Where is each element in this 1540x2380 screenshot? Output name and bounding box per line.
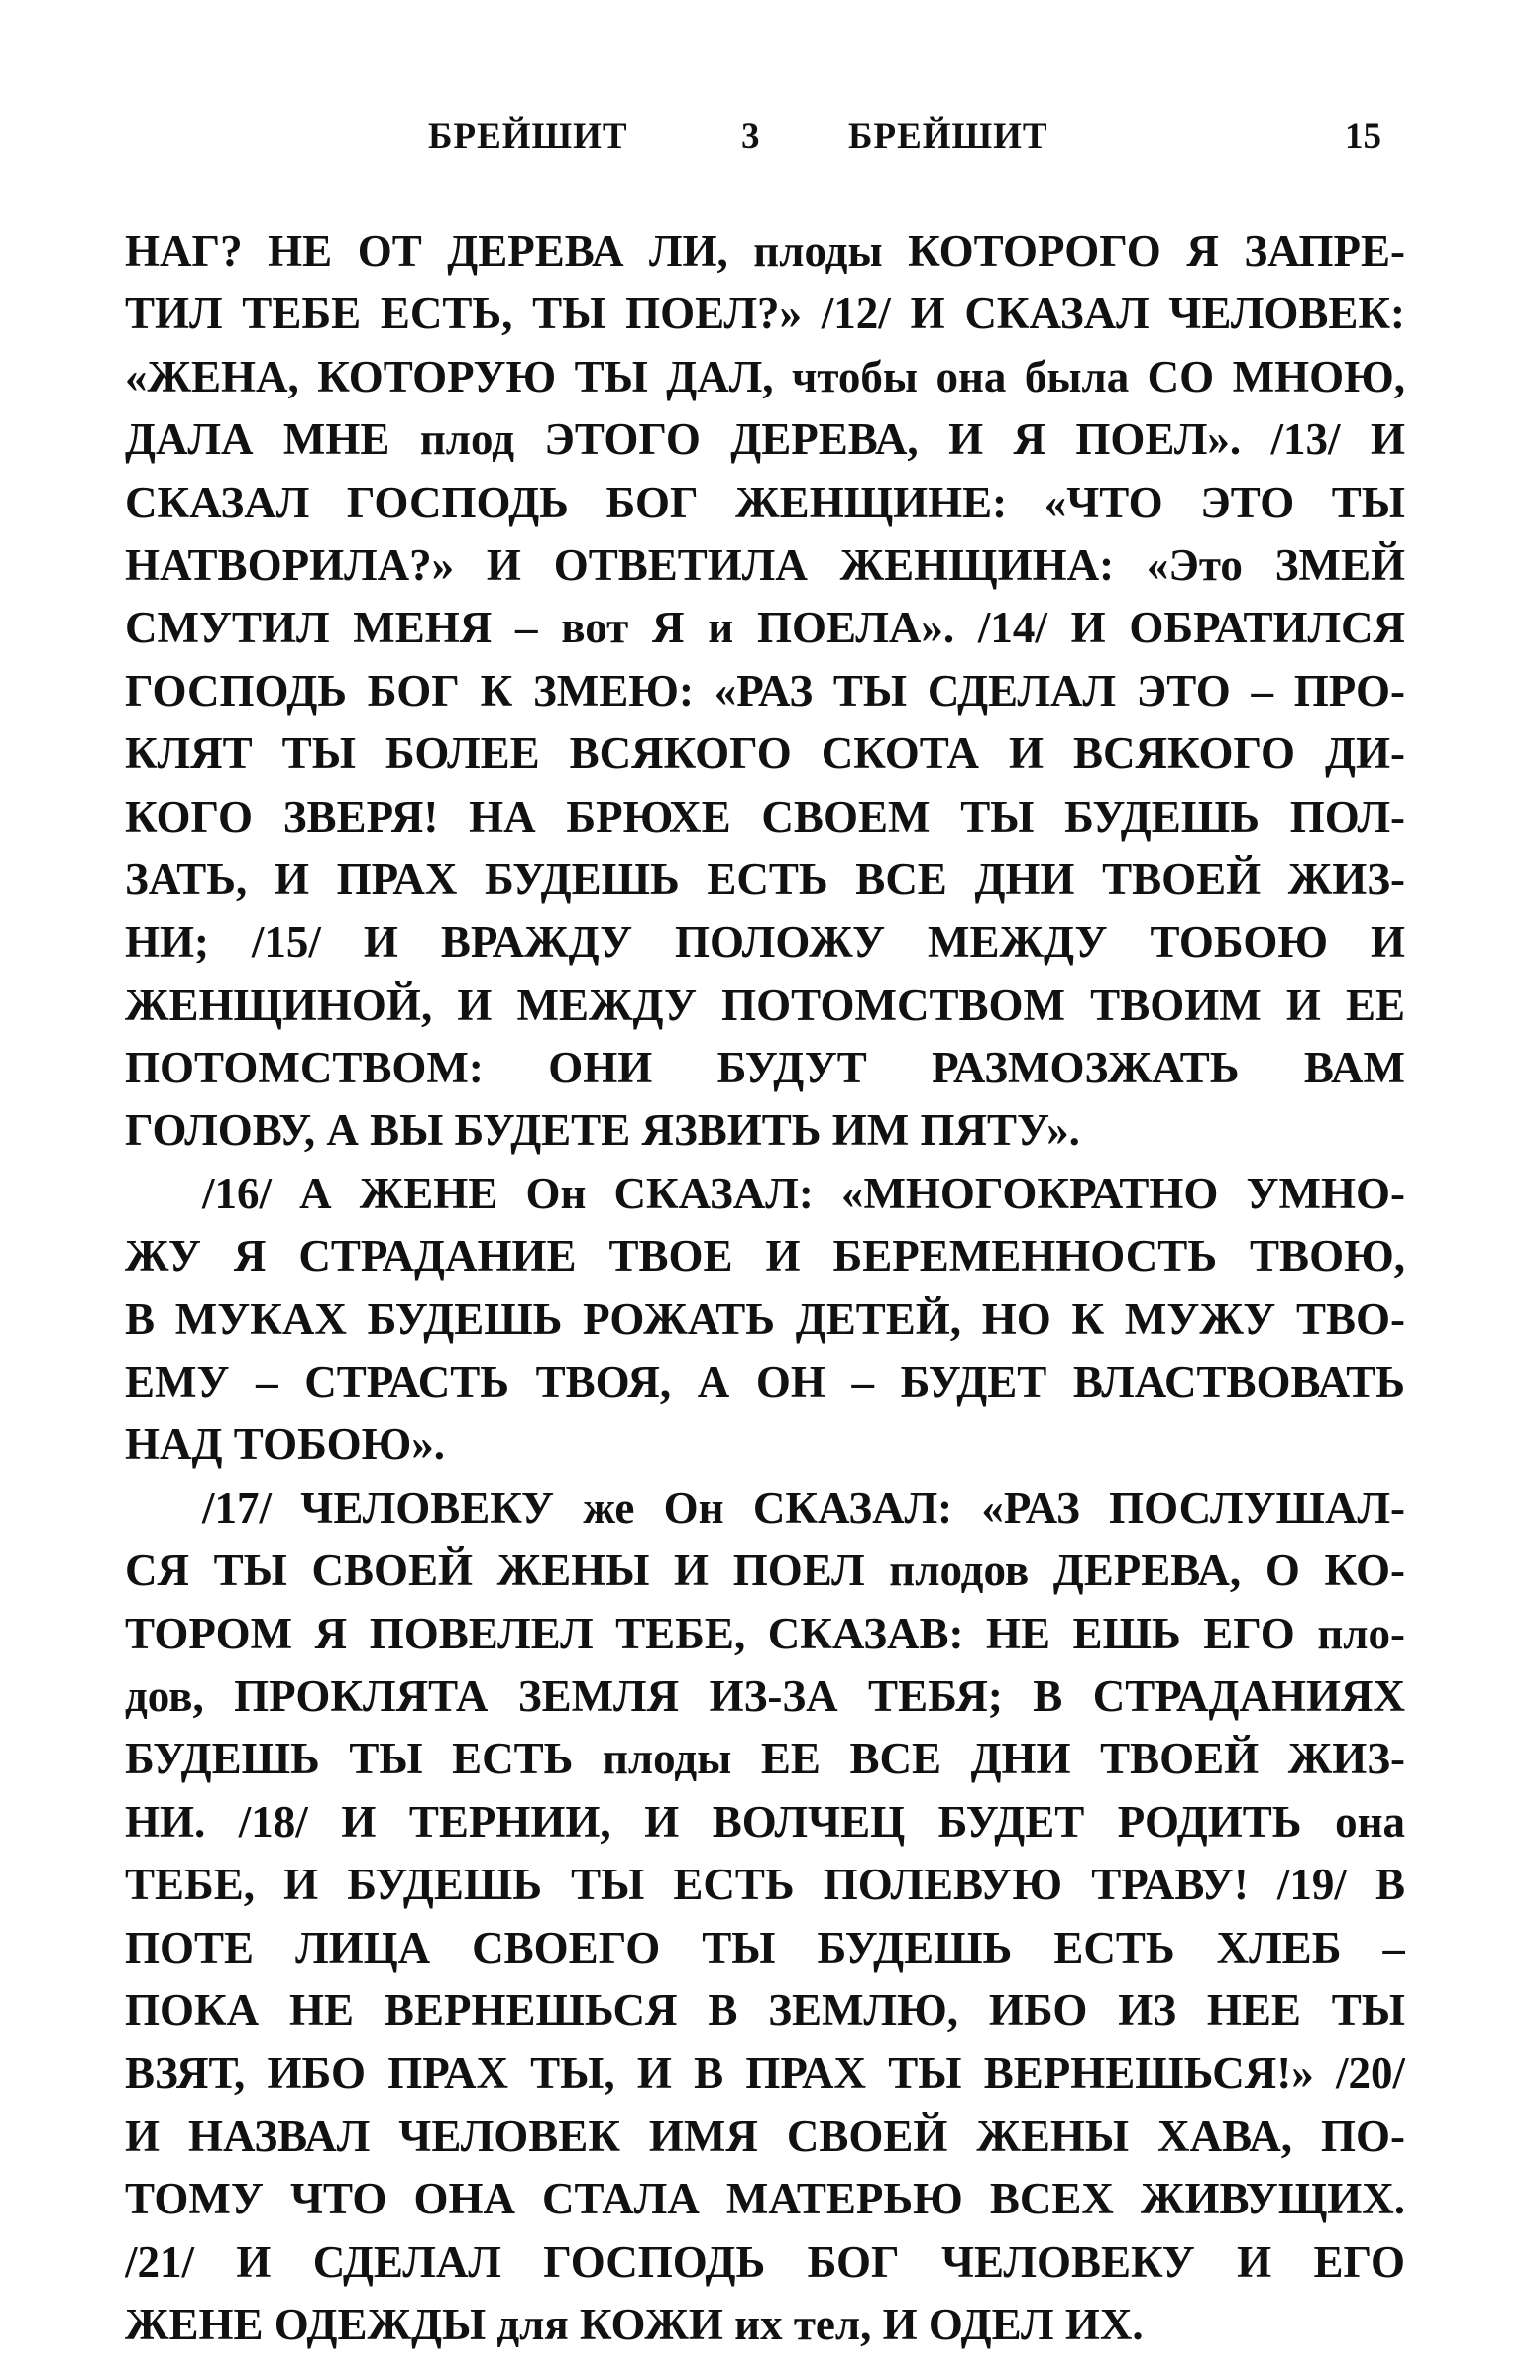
running-title-left: БРЕЙШИТ	[428, 116, 628, 157]
text-line: ТОРОМ Я ПОВЕЛЕЛ ТЕБЕ, СКАЗАВ: НЕ ЕШЬ ЕГО пло-	[125, 1608, 1405, 1658]
text-line: ВЗЯТ, ИБО ПРАХ ТЫ, И В ПРАХ ТЫ ВЕРНЕШЬСЯ!» /20/	[125, 2048, 1405, 2098]
chapter-number: 3	[741, 116, 760, 157]
text-line: СМУТИЛ МЕНЯ – вот Я и ПОЕЛА». /14/ И ОБРАТИЛСЯ	[125, 603, 1405, 653]
text-line: дов, ПРОКЛЯТА ЗЕМЛЯ ИЗ-ЗА ТЕБЯ; В СТРАДАНИЯХ	[125, 1670, 1405, 1721]
text-line: ТОМУ ЧТО ОНА СТАЛА МАТЕРЬЮ ВСЕХ ЖИВУЩИХ.	[125, 2174, 1405, 2224]
body-text	[125, 220, 1405, 2356]
text-line: ЖУ Я СТРАДАНИЕ ТВОЕ И БЕРЕМЕННОСТЬ ТВОЮ,	[125, 1231, 1405, 1282]
text-line: СКАЗАЛ ГОСПОДЬ БОГ ЖЕНЩИНЕ: «ЧТО ЭТО ТЫ	[125, 477, 1405, 527]
text-line: ГОЛОВУ, А ВЫ БУДЕТЕ ЯЗВИТЬ ИМ ПЯТУ».	[125, 1105, 1080, 1156]
text-line: ДАЛА МНЕ плод ЭТОГО ДЕРЕВА, И Я ПОЕЛ». /13/ И	[125, 414, 1405, 465]
text-line: И НАЗВАЛ ЧЕЛОВЕК ИМЯ СВОЕЙ ЖЕНЫ ХАВА, ПО-	[125, 2110, 1405, 2161]
text-line: ЖЕНЩИНОЙ, И МЕЖДУ ПОТОМСТВОМ ТВОИМ И ЕЕ	[125, 979, 1405, 1030]
running-header	[0, 117, 1540, 157]
text-line: НИ. /18/ И ТЕРНИИ, И ВОЛЧЕЦ БУДЕТ РОДИТЬ она	[125, 1796, 1405, 1847]
text-line: ПОТЕ ЛИЦА СВОЕГО ТЫ БУДЕШЬ ЕСТЬ ХЛЕБ –	[125, 1922, 1405, 1973]
text-line: /16/ А ЖЕНЕ Он СКАЗАЛ: «МНОГОКРАТНО УМНО-	[202, 1168, 1405, 1218]
text-line: НАД ТОБОЮ».	[125, 1419, 445, 1470]
text-line: /17/ ЧЕЛОВЕКУ же Он СКАЗАЛ: «РАЗ ПОСЛУШАЛ-	[202, 1482, 1405, 1532]
running-title-right: БРЕЙШИТ	[848, 116, 1048, 157]
text-line: ГОСПОДЬ БОГ К ЗМЕЮ: «РАЗ ТЫ СДЕЛАЛ ЭТО – ПРО-	[125, 665, 1405, 716]
text-line: ЕМУ – СТРАСТЬ ТВОЯ, А ОН – БУДЕТ ВЛАСТВОВАТЬ	[125, 1357, 1405, 1408]
text-line: СЯ ТЫ СВОЕЙ ЖЕНЫ И ПОЕЛ плодов ДЕРЕВА, О КО-	[125, 1545, 1405, 1596]
page-number: 15	[1345, 116, 1381, 157]
text-line: В МУКАХ БУДЕШЬ РОЖАТЬ ДЕТЕЙ, НО К МУЖУ ТВО-	[125, 1294, 1405, 1344]
text-line: ТЕБЕ, И БУДЕШЬ ТЫ ЕСТЬ ПОЛЕВУЮ ТРАВУ! /19/ В	[125, 1860, 1405, 1910]
text-line: КОГО ЗВЕРЯ! НА БРЮХЕ СВОЕМ ТЫ БУДЕШЬ ПОЛ-	[125, 791, 1405, 842]
text-line: ТИЛ ТЕБЕ ЕСТЬ, ТЫ ПОЕЛ?» /12/ И СКАЗАЛ ЧЕЛОВЕК:	[125, 288, 1405, 339]
text-line: НАТВОРИЛА?» И ОТВЕТИЛА ЖЕНЩИНА: «Это ЗМЕЙ	[125, 539, 1405, 590]
text-line: ЗАТЬ, И ПРАХ БУДЕШЬ ЕСТЬ ВСЕ ДНИ ТВОЕЙ ЖИЗ-	[125, 853, 1405, 904]
text-line: /21/ И СДЕЛАЛ ГОСПОДЬ БОГ ЧЕЛОВЕКУ И ЕГО	[125, 2236, 1405, 2287]
text-line: НАГ? НЕ ОТ ДЕРЕВА ЛИ, плоды КОТОРОГО Я ЗАПРЕ-	[125, 226, 1405, 276]
text-line: ПОКА НЕ ВЕРНЕШЬСЯ В ЗЕМЛЮ, ИБО ИЗ НЕЕ ТЫ	[125, 1984, 1405, 2035]
text-line: БУДЕШЬ ТЫ ЕСТЬ плоды ЕЕ ВСЕ ДНИ ТВОЕЙ ЖИЗ-	[125, 1734, 1405, 1784]
text-line: ПОТОМСТВОМ: ОНИ БУДУТ РАЗМОЗЖАТЬ ВАМ	[125, 1043, 1405, 1093]
text-line: КЛЯТ ТЫ БОЛЕЕ ВСЯКОГО СКОТА И ВСЯКОГО ДИ-	[125, 729, 1405, 779]
text-line: «ЖЕНА, КОТОРУЮ ТЫ ДАЛ, чтобы она была СО МНОЮ,	[125, 351, 1405, 401]
text-line: НИ; /15/ И ВРАЖДУ ПОЛОЖУ МЕЖДУ ТОБОЮ И	[125, 917, 1405, 967]
text-line: ЖЕНЕ ОДЕЖДЫ для КОЖИ их тел, И ОДЕЛ ИХ.	[125, 2299, 1144, 2349]
